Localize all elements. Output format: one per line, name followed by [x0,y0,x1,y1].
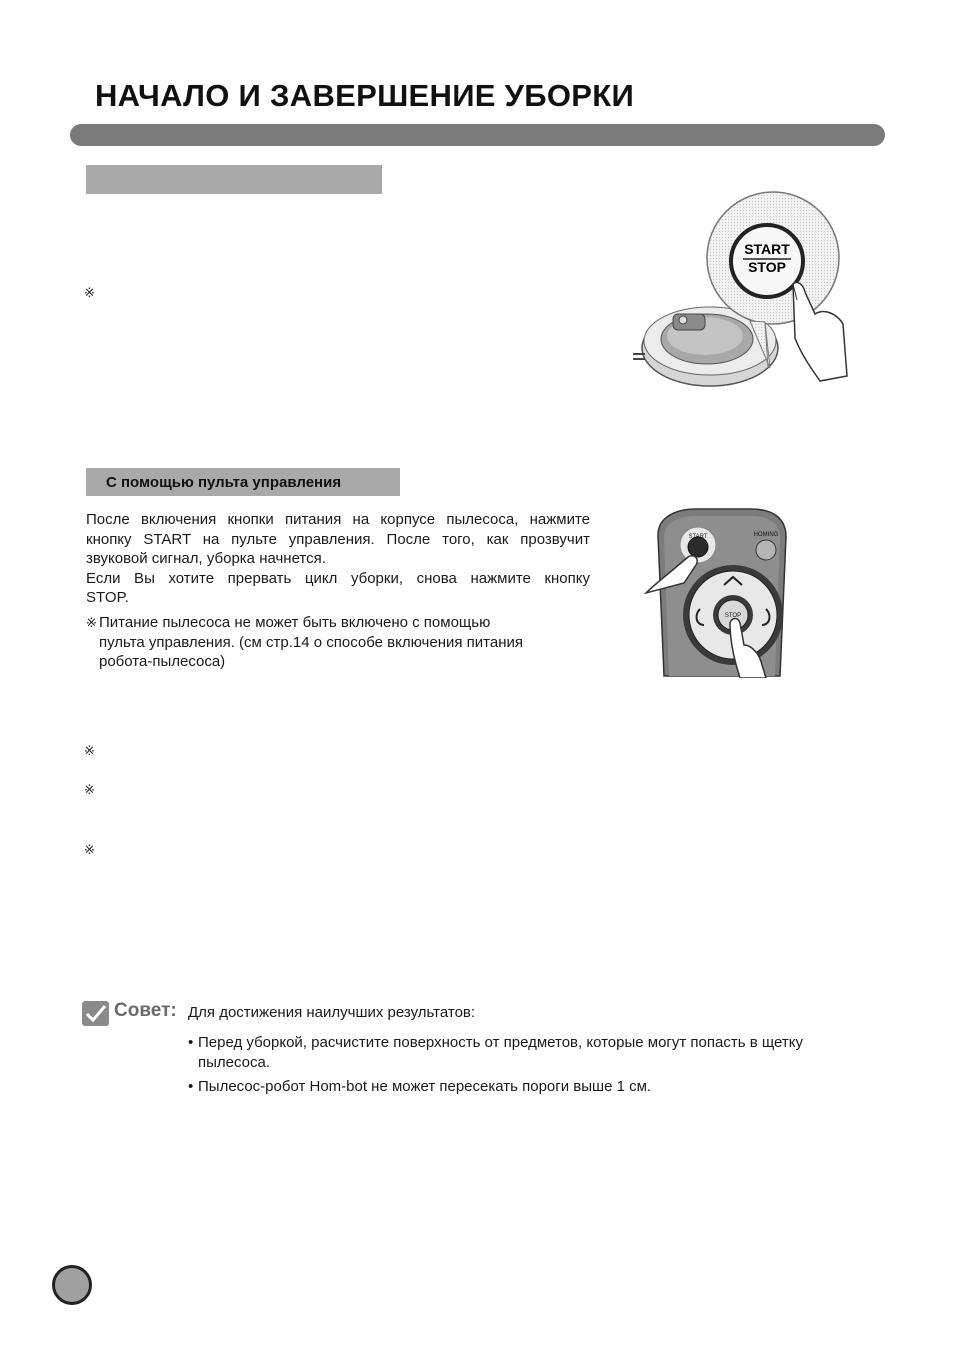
remote-instructions-line: После включения кнопки питания на корпусе пылесоса, нажмите [86,511,590,528]
bullet: • [188,1078,194,1095]
page-title: НАЧАЛО И ЗАВЕРШЕНИЕ УБОРКИ [95,78,635,113]
remote-instructions-line: STOP. [86,589,129,606]
section-heading-remote [86,468,400,496]
section-heading-bar-body [86,165,382,194]
tip-intro: Для достижения наилучших результатов: [188,1004,476,1021]
tip-item-text: Перед уборкой, расчистите поверхность от предметов, которые могут попасть в щетку пылесоса. [198,1034,803,1071]
tip-list-item [188,1033,848,1073]
reference-mark: ※ [84,743,95,758]
reference-mark: ※ [84,842,95,857]
remote-note-line: робота-пылесоса) [99,653,226,670]
remote-control-illustration [636,505,811,678]
remote-note-line: Питание пылесоса не может быть включено с помощью [99,614,491,631]
reference-mark: ※ [84,285,95,300]
tip-list-item [188,1077,848,1097]
robot-start-button-illustration [625,176,860,410]
tip-label: Совет: [114,1000,177,1021]
bullet: • [188,1034,194,1051]
tip-item-text: Пылесос-робот Hom-bot не может пересекать пороги выше 1 см. [198,1078,652,1095]
title-divider-bar [70,124,885,146]
remote-instructions-line: кнопку START на пульте управления. После того, как прозвучит [86,530,590,548]
remote-note-line: пульта управления. (см стр.14 о способе включения питания [99,633,523,651]
checkmark-icon [82,1001,109,1026]
remote-instructions-line: звуковой сигнал, уборка начнется. [86,550,326,567]
start-button-label: START [744,241,790,257]
stop-button-label: STOP [748,259,786,275]
remote-instructions-line: Если Вы хотите прервать цикл уборки, снова нажмите кнопку [86,569,590,587]
remote-stop-label: STOP [724,613,742,619]
page-number-marker [52,1265,92,1305]
remote-power-note [86,613,596,672]
reference-mark: ※ [86,615,97,630]
reference-mark: ※ [84,782,95,797]
remote-instructions-paragraph [86,510,590,608]
section-heading-remote-label: С помощью пульта управления [106,473,342,491]
remote-homing-label: HOMING [753,532,779,538]
remote-start-label: START [688,534,708,540]
